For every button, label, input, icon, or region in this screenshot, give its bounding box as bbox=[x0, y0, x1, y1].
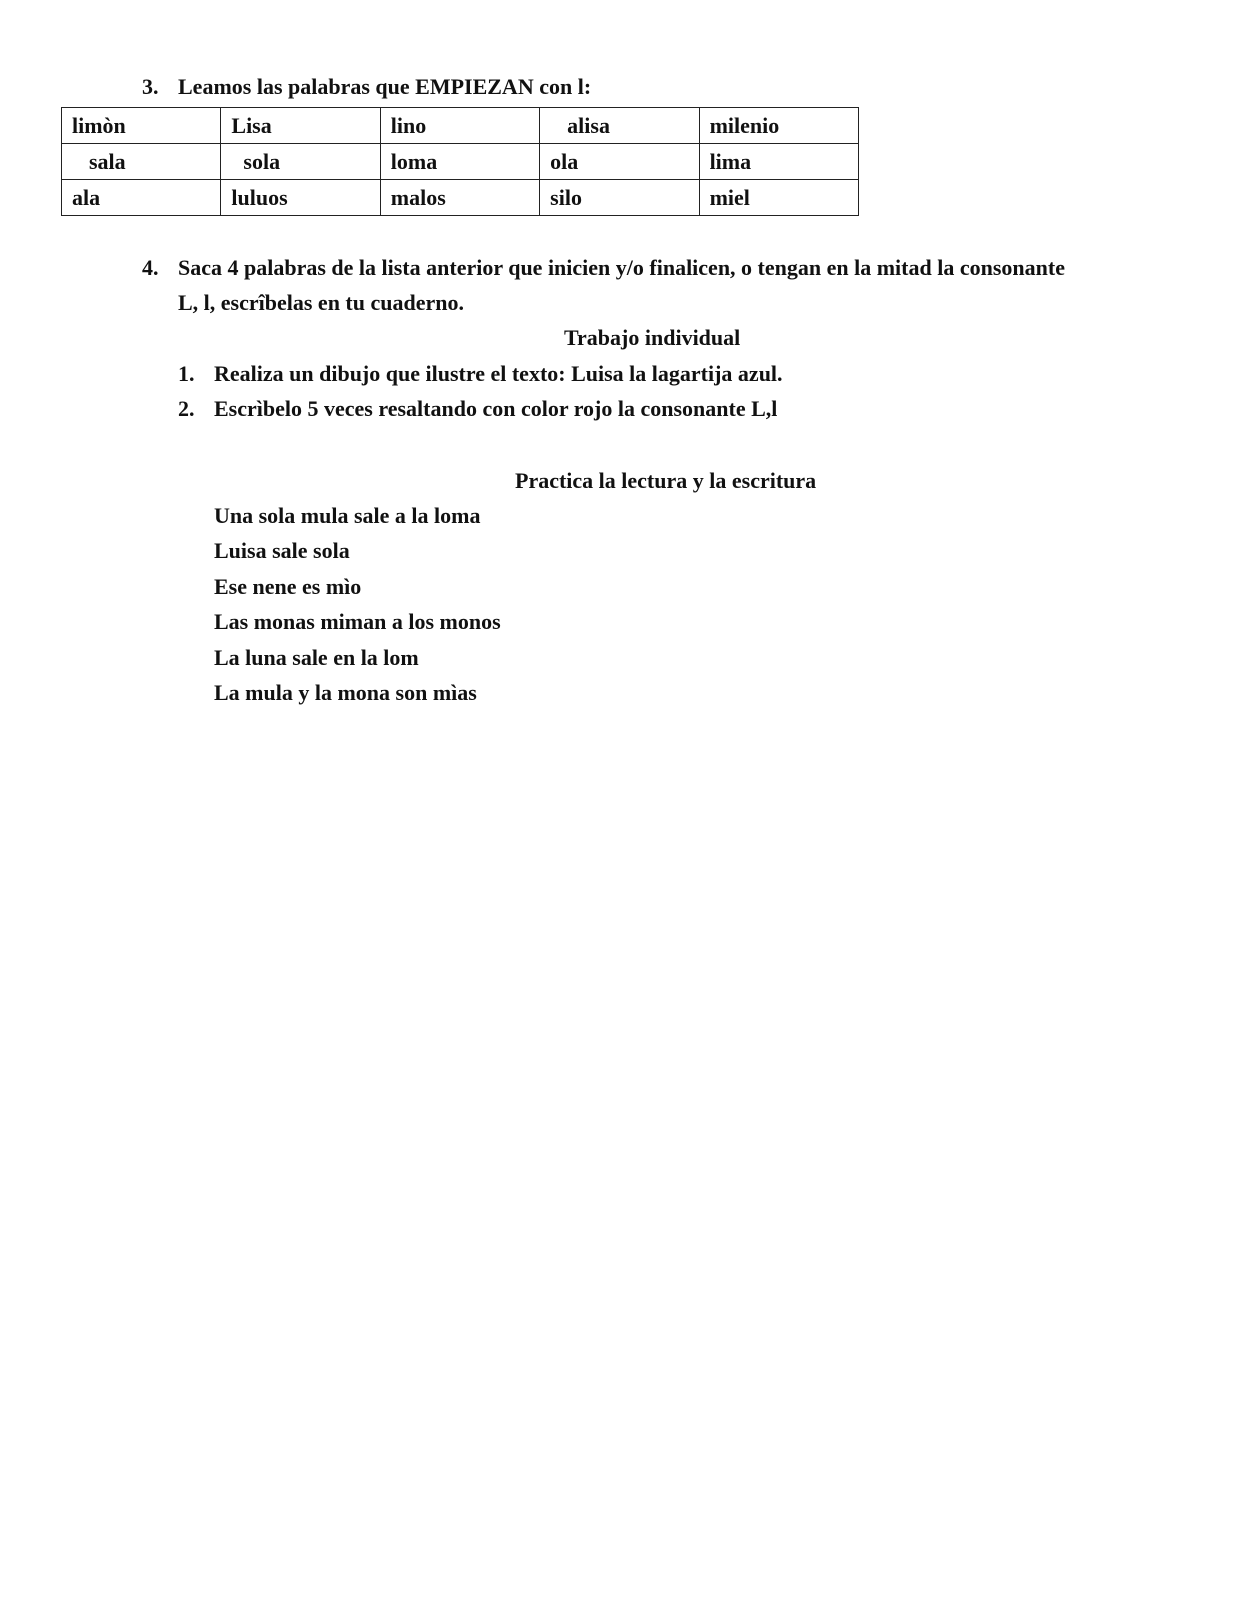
table-cell: sala bbox=[62, 144, 221, 180]
table-cell: ola bbox=[540, 144, 699, 180]
section-3-heading-text: Leamos las palabras que EMPIEZAN con l: bbox=[178, 74, 592, 99]
table-cell: milenio bbox=[699, 108, 858, 144]
table-cell: silo bbox=[540, 180, 699, 216]
table-cell: luluos bbox=[221, 180, 380, 216]
table-cell: limòn bbox=[62, 108, 221, 144]
practice-line: Las monas miman a los monos bbox=[214, 609, 501, 634]
table-cell: ala bbox=[62, 180, 221, 216]
section-4-number: 4. bbox=[142, 255, 159, 280]
individual-item-1-number: 1. bbox=[178, 361, 195, 386]
section-4-line-2: L, l, escrîbelas en tu cuaderno. bbox=[178, 290, 464, 315]
section-4-line-1: Saca 4 palabras de la lista anterior que inicien y/o finalicen, o tengan en la mitad la consonante bbox=[178, 255, 1065, 280]
table-cell: loma bbox=[380, 144, 539, 180]
section-3-number: 3. bbox=[142, 74, 159, 99]
section-3-heading bbox=[142, 74, 592, 99]
table-cell: lino bbox=[380, 108, 539, 144]
table-cell: alisa bbox=[540, 108, 699, 144]
individual-item-2-text: Escrìbelo 5 veces resaltando con color rojo la consonante L,l bbox=[214, 396, 778, 421]
table-row bbox=[62, 180, 859, 216]
individual-item-2-number: 2. bbox=[178, 396, 195, 421]
individual-item-1-text: Realiza un dibujo que ilustre el texto: Luisa la lagartija azul. bbox=[214, 361, 783, 386]
practice-line: La luna sale en la lom bbox=[214, 645, 419, 670]
practice-title: Practica la lectura y la escritura bbox=[515, 468, 817, 493]
practice-line: Luisa sale sola bbox=[214, 538, 350, 563]
table-cell: Lisa bbox=[221, 108, 380, 144]
practice-line: La mula y la mona son mìas bbox=[214, 680, 477, 705]
table-cell: miel bbox=[699, 180, 858, 216]
table-cell: lima bbox=[699, 144, 858, 180]
word-table bbox=[61, 107, 859, 216]
table-cell: sola bbox=[221, 144, 380, 180]
practice-line: Una sola mula sale a la loma bbox=[214, 503, 481, 528]
table-row bbox=[62, 144, 859, 180]
table-cell: malos bbox=[380, 180, 539, 216]
practice-line: Ese nene es mìo bbox=[214, 574, 362, 599]
table-row bbox=[62, 108, 859, 144]
individual-work-title: Trabajo individual bbox=[564, 325, 741, 350]
